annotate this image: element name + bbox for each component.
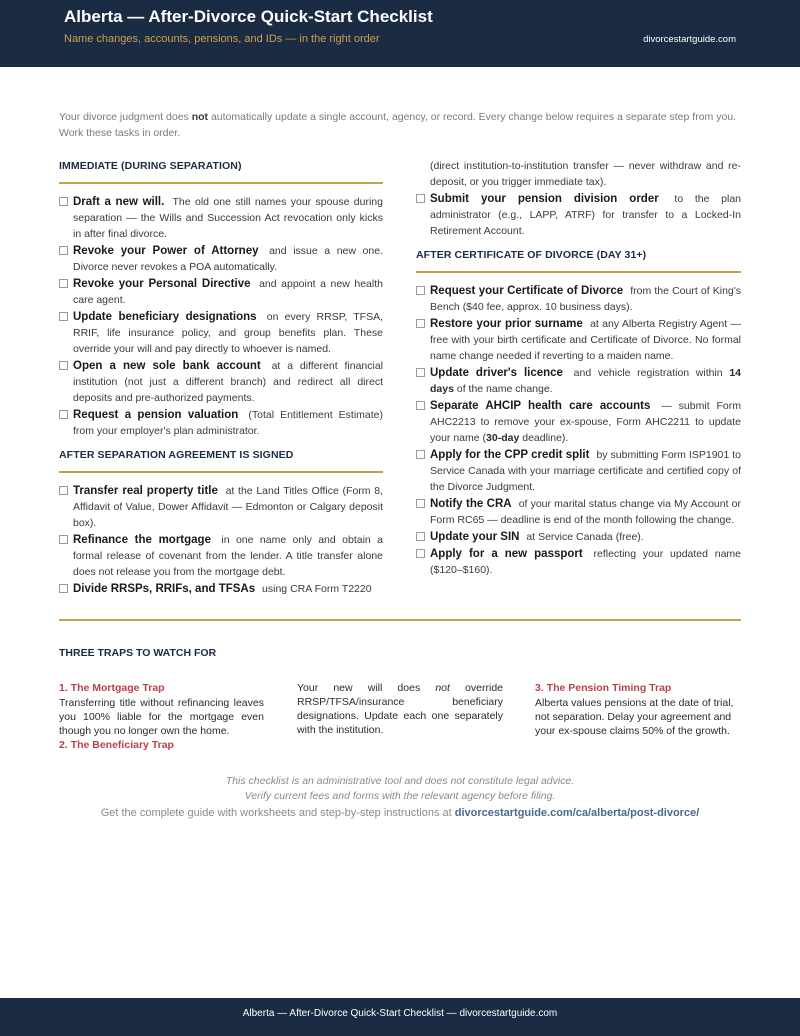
checklist-item[interactable] xyxy=(416,496,741,528)
checklist-item[interactable] xyxy=(416,398,741,446)
checklist-item[interactable] xyxy=(416,191,741,239)
item-text: at Service Canada (free). xyxy=(526,531,644,543)
trap-text xyxy=(297,681,503,737)
section-heading-certificate: AFTER CERTIFICATE OF DIVORCE (DAY 31+) xyxy=(416,247,741,273)
checkbox[interactable] xyxy=(416,286,425,295)
item-text: The old one still names your spouse during separation — the Wills and Succession Act revocation only kicks in after final divorce. xyxy=(73,196,383,240)
item-lead: Update beneficiary designations xyxy=(73,311,257,323)
item-text: of your marital status change via My Account or Form RC65 — deadline is end of the month following the change. xyxy=(430,498,741,526)
item-lead: Restore your prior surname xyxy=(430,318,583,330)
item-lead: Draft a new will. xyxy=(73,196,165,208)
checkbox[interactable] xyxy=(416,549,425,558)
page-subtitle: Name changes, accounts, pensions, and IDs — in the right order xyxy=(64,33,380,45)
checklist-item[interactable] xyxy=(416,546,741,578)
checkbox[interactable] xyxy=(59,486,68,495)
section-heading-immediate: IMMEDIATE (DURING SEPARATION) xyxy=(59,158,383,184)
disclaimer-line-2: Verify current fees and forms with the relevant agency before filing. xyxy=(244,790,556,802)
item-bold: 30-day xyxy=(486,432,520,444)
item-lead: Request your Certificate of Divorce xyxy=(430,285,624,297)
checkbox[interactable] xyxy=(59,361,68,370)
trap-text-before: Your new will does xyxy=(297,682,436,694)
disclaimer-line-1: This checklist is an administrative tool and does not constitute legal advice. xyxy=(225,775,575,787)
item-lead: Open a new sole bank account xyxy=(73,360,261,372)
footer-text: Alberta — After-Divorce Quick-Start Checklist — divorcestartguide.com xyxy=(242,1008,558,1019)
trap-text-emph: not xyxy=(435,682,450,694)
trap-title: 2. The Beneficiary Trap xyxy=(59,739,174,751)
item-text: of the name change. xyxy=(453,383,553,395)
checkbox[interactable] xyxy=(59,410,68,419)
cta-line xyxy=(0,807,800,819)
checklist-item[interactable] xyxy=(59,358,383,406)
checklist-item[interactable] xyxy=(59,483,383,531)
trap-title: 3. The Pension Timing Trap xyxy=(535,682,672,694)
checkbox[interactable] xyxy=(59,312,68,321)
checkbox[interactable] xyxy=(59,535,68,544)
item-text: at the Land Titles Office (Form 8, Affidavit of Value, Dower Affidavit — Edmonton or Calgary deposit box). xyxy=(73,485,383,529)
page-footer xyxy=(0,998,800,1036)
item-text: on every RRSP, TFSA, RRIF, life insurance policy, and group benefits plan. These override your will and pay directly to whoever is named. xyxy=(73,311,384,355)
item-text: using CRA Form T2220 xyxy=(262,583,372,595)
checklist-item[interactable] xyxy=(59,194,383,242)
item-text: and vehicle registration within xyxy=(573,367,730,379)
item-lead: Separate AHCIP health care accounts xyxy=(430,400,651,412)
trap-text-after: override RRSP/TFSA/insurance beneficiary designations. Update each one separately with the institution. xyxy=(297,682,503,736)
checkbox[interactable] xyxy=(59,246,68,255)
item-lead: Refinance the mortgage xyxy=(73,534,211,546)
checkbox[interactable] xyxy=(59,279,68,288)
item-lead: Apply for the CPP credit split xyxy=(430,449,590,461)
intro-before: Your divorce judgment does xyxy=(59,111,192,123)
item-lead: Apply for a new passport xyxy=(430,548,583,560)
item-continuation: (direct institution-to-institution transfer — never withdraw and re-deposit, or you trigger immediate tax). xyxy=(430,160,741,188)
checklist-item[interactable] xyxy=(416,316,741,364)
checklist-item[interactable] xyxy=(59,407,383,439)
checkbox[interactable] xyxy=(416,401,425,410)
item-text: from the Court of King's Bench ($40 fee, approx. 10 business days). xyxy=(430,285,742,313)
checklist-item[interactable] xyxy=(416,529,741,545)
item-lead: Transfer real property title xyxy=(73,485,218,497)
header-site-link[interactable]: divorcestartguide.com xyxy=(643,34,736,45)
traps-heading: THREE TRAPS TO WATCH FOR xyxy=(59,647,217,659)
checklist-item[interactable] xyxy=(416,447,741,495)
checklist-item[interactable] xyxy=(416,283,741,315)
item-lead: Divide RRSPs, RRIFs, and TFSAs xyxy=(73,583,256,595)
item-text: at any Alberta Registry Agent — free with your birth certificate and Certificate of Divorce. No formal name change needed if reverting to a maiden name. xyxy=(430,318,741,362)
item-bold: 14 days xyxy=(430,367,741,395)
checklist-item[interactable] xyxy=(59,581,383,597)
checkbox[interactable] xyxy=(59,197,68,206)
item-text: (Total Entitlement Estimate) from your employer's plan administrator. xyxy=(73,409,383,437)
intro-emph: not xyxy=(191,111,209,123)
item-lead: Submit your pension division order xyxy=(430,193,659,205)
intro-paragraph xyxy=(59,109,741,141)
checkbox[interactable] xyxy=(416,319,425,328)
checkbox[interactable] xyxy=(416,368,425,377)
item-text: in one name only and obtain a formal release of covenant from the lender. A title transfer alone does not release you from the mortgage debt. xyxy=(73,534,383,578)
item-text: by submitting Form ISP1901 to Service Canada with your marriage certificate and certified copy of the Divorce Judgment. xyxy=(430,449,741,493)
item-text: and issue a new one. Divorce never revokes a POA automatically. xyxy=(73,245,383,273)
trap-title: 1. The Mortgage Trap xyxy=(59,682,165,694)
checklist-item[interactable] xyxy=(59,276,383,308)
item-lead: Revoke your Power of Attorney xyxy=(73,245,259,257)
item-text: at a different financial institution (not just a different branch) and redirect all direct deposits and pre-authorized payments. xyxy=(73,360,384,404)
right-column xyxy=(416,158,741,579)
checkbox[interactable] xyxy=(416,532,425,541)
left-column xyxy=(59,158,383,598)
page-header xyxy=(0,0,800,67)
checklist-item[interactable] xyxy=(59,532,383,580)
page-title: Alberta — After-Divorce Quick-Start Checklist xyxy=(64,7,433,26)
section-divider xyxy=(59,619,741,621)
item-lead: Update driver's licence xyxy=(430,367,563,379)
item-text: deadline). xyxy=(519,432,569,444)
checkbox[interactable] xyxy=(416,194,425,203)
checklist-item[interactable] xyxy=(59,243,383,275)
item-text: to the plan administrator (e.g., LAPP, ATRF) for transfer to a Locked-In Retirement Account. xyxy=(430,193,741,237)
item-lead: Request a pension valuation xyxy=(73,409,239,421)
trap-column-2 xyxy=(297,681,503,737)
item-lead: Update your SIN xyxy=(430,531,520,543)
trap-text: Transferring title without refinancing leaves you 100% liable for the mortgage even though you no longer own the home. xyxy=(59,697,264,737)
checklist-item[interactable] xyxy=(59,309,383,357)
item-text: — submit Form AHC2213 to remove your ex-spouse, Form AHC2211 to update your name ( xyxy=(430,400,741,444)
section-heading-agreement: AFTER SEPARATION AGREEMENT IS SIGNED xyxy=(59,447,383,473)
checkbox[interactable] xyxy=(416,450,425,459)
item-lead: Revoke your Personal Directive xyxy=(73,278,251,290)
trap-text: Alberta values pensions at the date of trial, not separation. Delay your agreement and your ex-spouse claims 50% of the growth. xyxy=(535,697,734,737)
cta-text: Get the complete guide with worksheets and step-by-step instructions at xyxy=(100,807,455,819)
trap-column-3 xyxy=(535,681,742,738)
item-lead: Notify the CRA xyxy=(430,498,512,510)
item-text: and appoint a new health care agent. xyxy=(73,278,383,306)
intro-after: automatically update a single account, agency, or record. Every change below requires a separate step from you. Work these tasks in order. xyxy=(59,111,737,139)
checklist-item[interactable] xyxy=(416,365,741,397)
checkbox[interactable] xyxy=(59,584,68,593)
cta-link[interactable]: divorcestartguide.com/ca/alberta/post-divorce/ xyxy=(454,807,700,819)
trap-column-1 xyxy=(59,681,264,753)
checkbox[interactable] xyxy=(416,499,425,508)
item-text: reflecting your updated name ($120–$160). xyxy=(430,548,741,576)
